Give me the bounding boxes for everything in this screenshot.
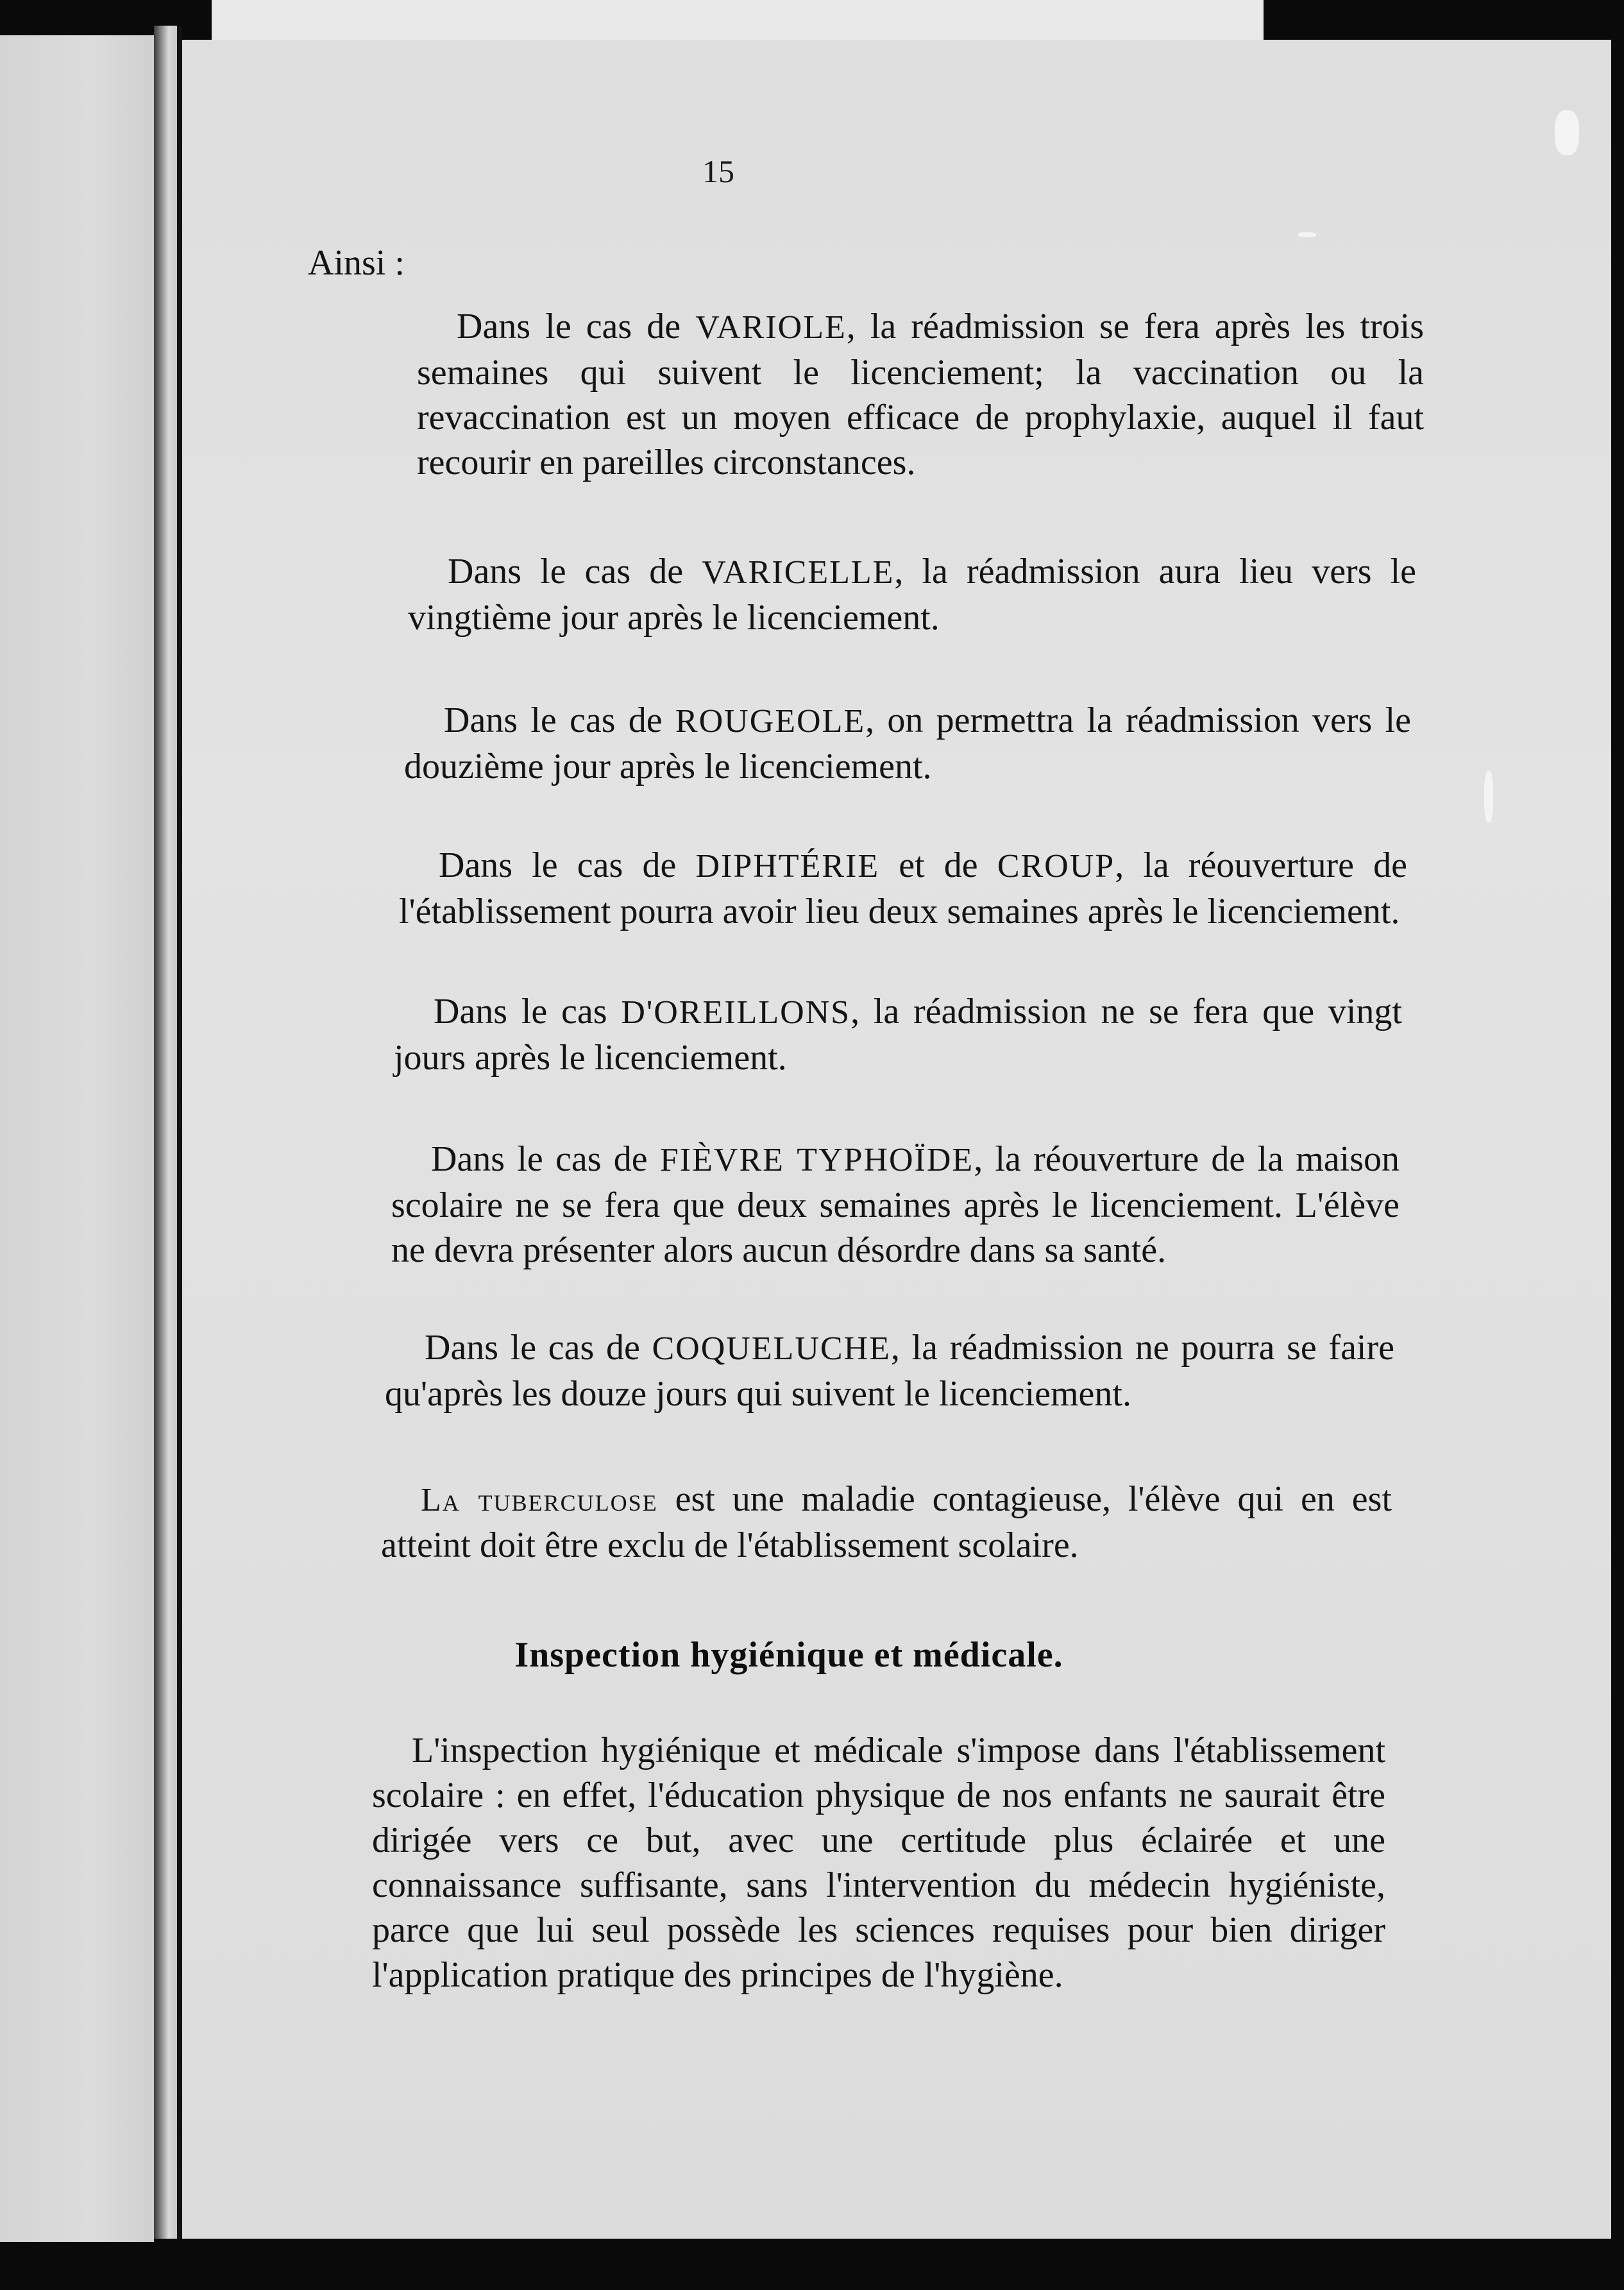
- paragraph-fievre-typhoide: Dans le cas de FIÈVRE TYPHOÏDE, la réouverture de la maison scolaire ne se fera que deux semaines après le licenciement. L'élève ne devra présenter alors aucun désordre dans sa santé.: [391, 1139, 1400, 1270]
- paragraph-rougeole: Dans le cas de ROUGEOLE, on permettra la réadmission vers le douzième jour après le licenciement.: [404, 700, 1411, 786]
- paper-speck: [1484, 771, 1493, 822]
- binding-shadow: [154, 26, 178, 2252]
- paragraph-tuberculose: La tuberculose est une maladie contagieuse, l'élève qui en est atteint doit être exclu de l'établissement scolaire.: [381, 1479, 1392, 1565]
- paragraph-diphterie: Dans le cas de DIPHTÉRIE et de CROUP, la réouverture de l'établissement pourra avoir lieu deux semaines après le licenciement.: [399, 845, 1407, 931]
- paragraph-varicelle: Dans le cas de VARICELLE, la réadmission aura lieu vers le vingtième jour après le licenciement.: [408, 552, 1416, 638]
- paragraph-variole: Dans le cas de VARIOLE, la réadmission se fera après les trois semaines qui suivent le licenciement; la vaccination ou la revaccination est un moyen efficace de prophylaxie, auquel il faut recourir en pareilles circonstances.: [417, 307, 1424, 482]
- intro-text: Ainsi :: [308, 243, 405, 283]
- section-heading: Inspection hygiénique et médicale.: [514, 1635, 1063, 1675]
- paper-speck: [1298, 232, 1316, 237]
- spine-line: [177, 26, 182, 2252]
- paragraph-coqueluche: Dans le cas de COQUELUCHE, la réadmission ne pourra se faire qu'après les douze jours qui suivent le licenciement.: [385, 1328, 1394, 1414]
- paper-speck: [1555, 110, 1579, 155]
- bottom-shadow: [154, 2239, 1624, 2290]
- page-number: 15: [702, 153, 734, 189]
- paragraph-inspection: L'inspection hygiénique et médicale s'impose dans l'établissement scolaire : en effet, l'éducation physique de nos enfants ne saurait être dirigée vers ce but, avec une certitude plus éclairée et une connaissance suffisante, sans l'intervention du médecin hygiéniste, parce que lui seul possède les sciences requises pour bien diriger l'application pratique des principes de l'hygiène.: [372, 1731, 1385, 1995]
- facing-page-edge: [0, 35, 154, 2242]
- paragraph-oreillons: Dans le cas D'OREILLONS, la réadmission ne se fera que vingt jours après le licenciement.: [394, 992, 1402, 1078]
